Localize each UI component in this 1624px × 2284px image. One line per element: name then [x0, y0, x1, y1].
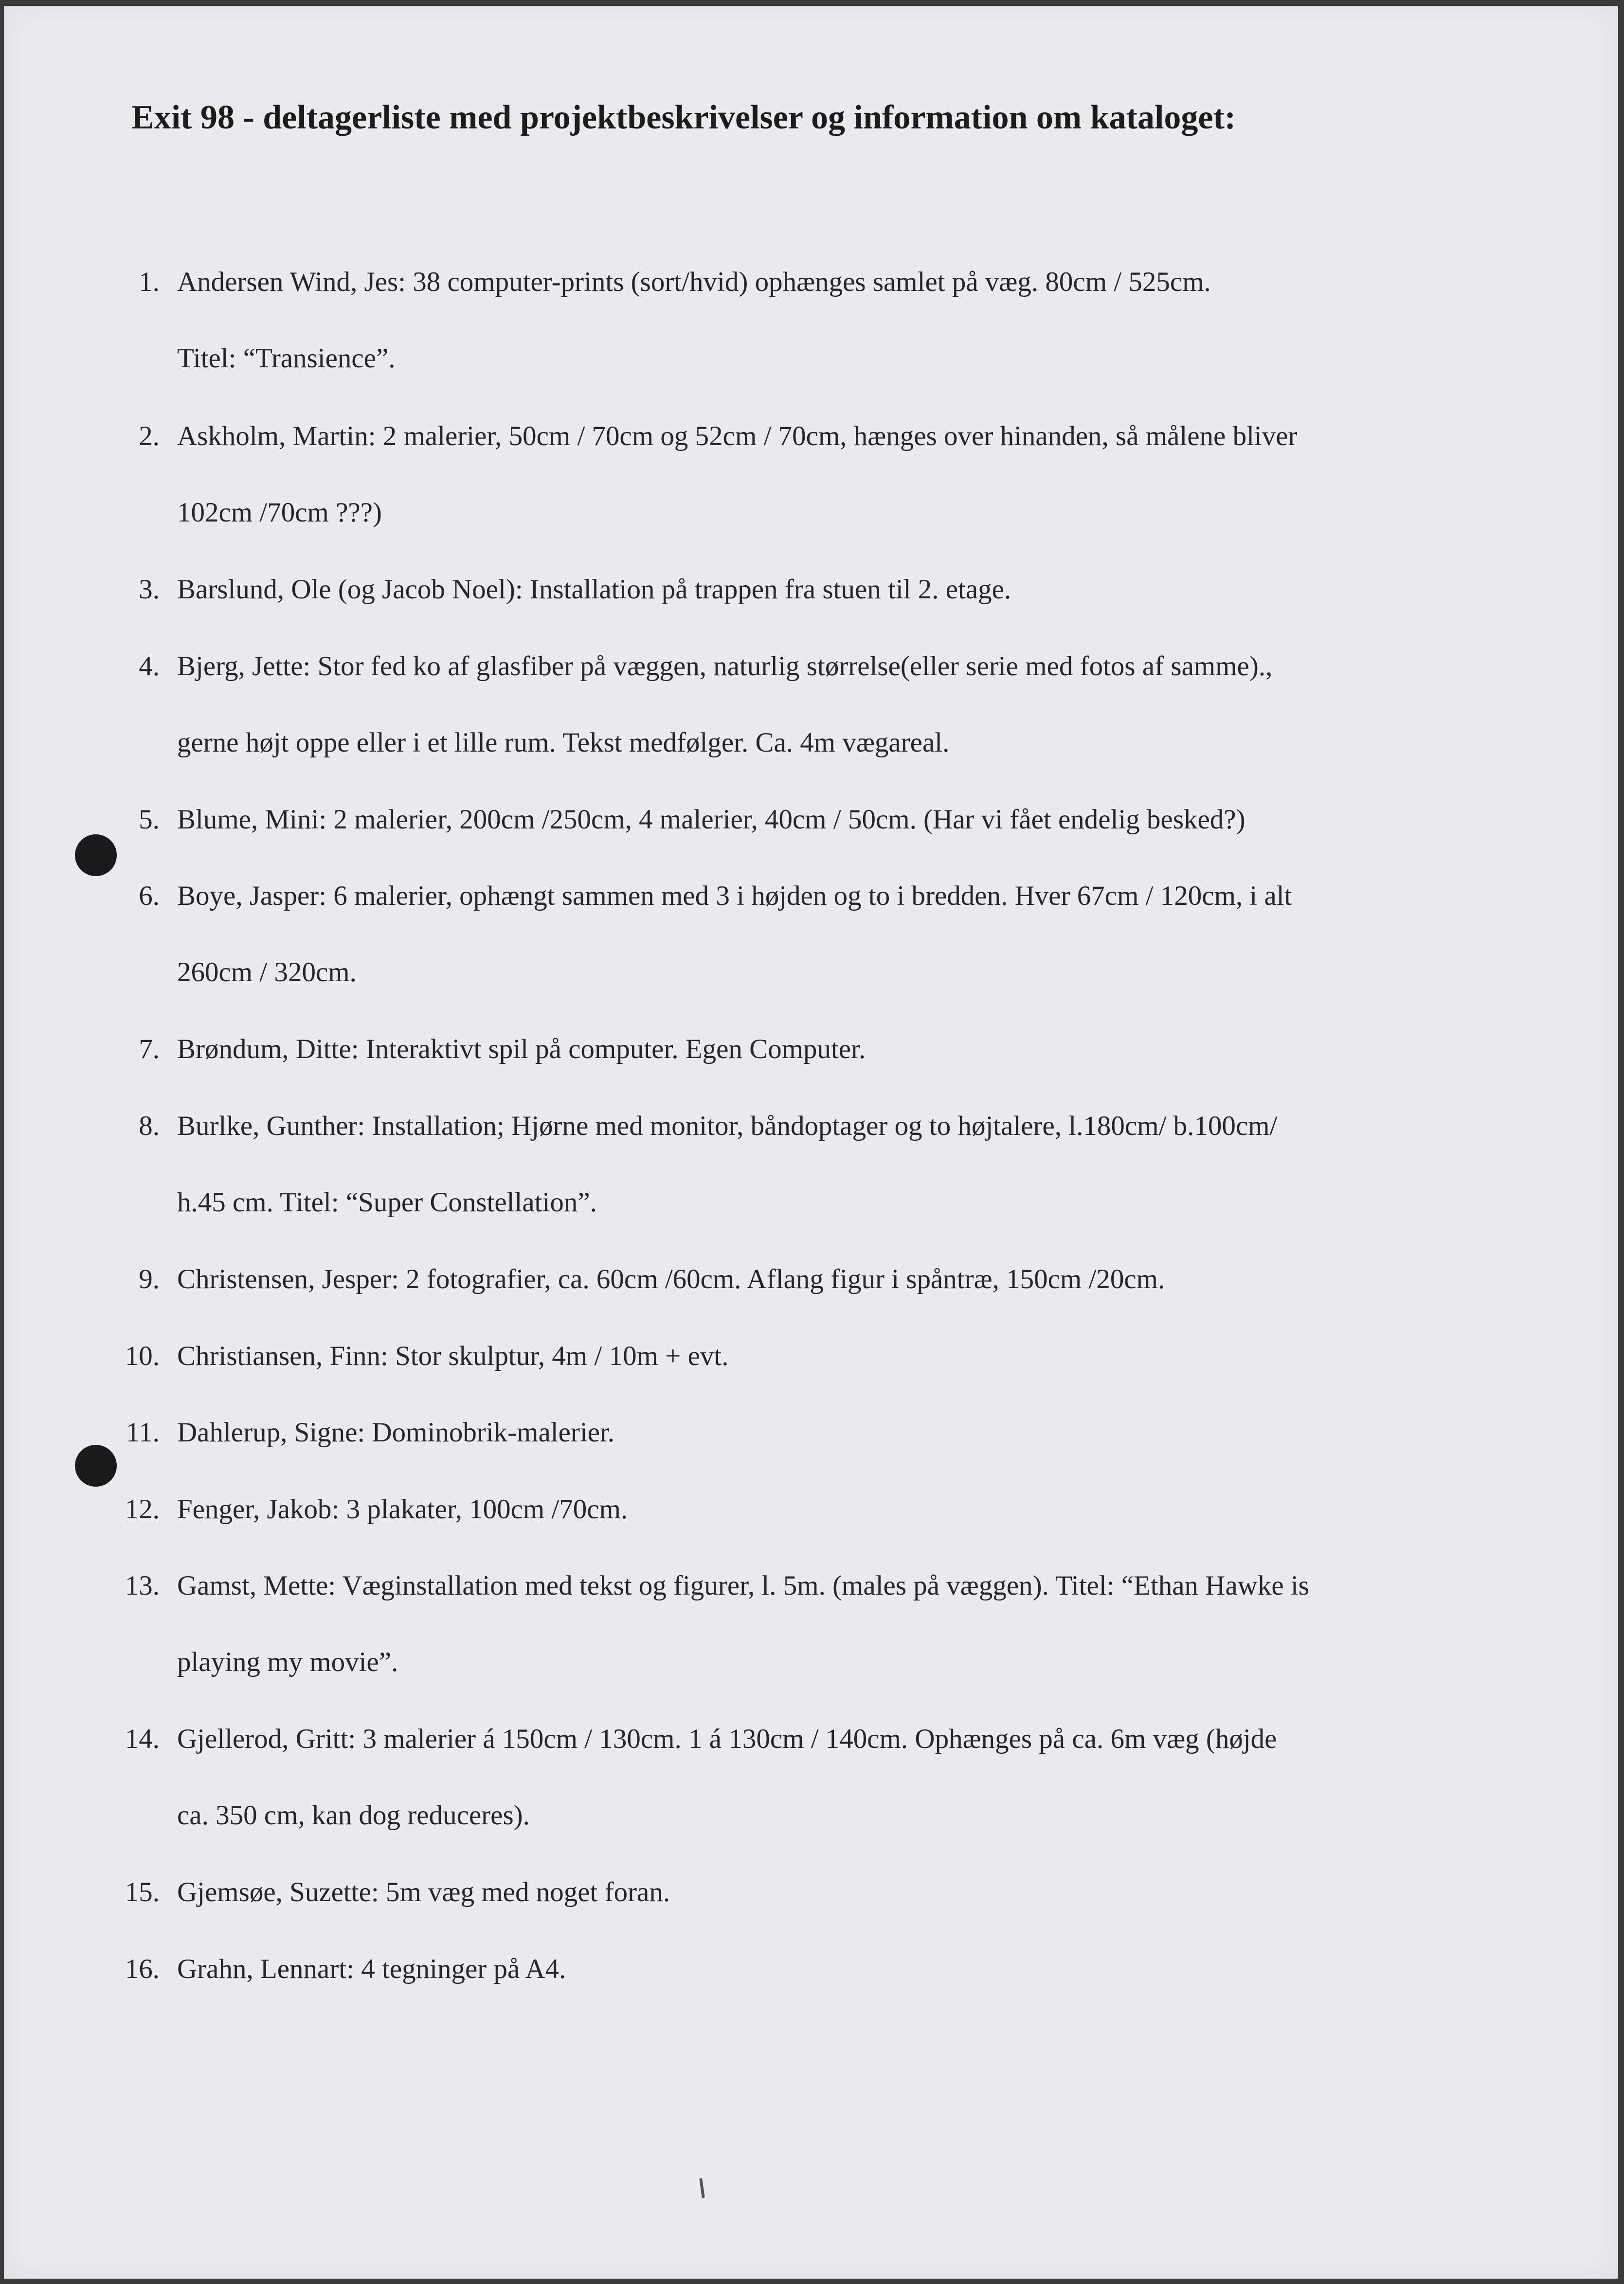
item-number: 3. [139, 574, 160, 605]
item-text: gerne højt oppe eller i et lille rum. Tekst medfølger. Ca. 4m vægareal. [177, 727, 950, 758]
item-number: 14. [125, 1724, 160, 1754]
item-number: 6. [139, 881, 160, 911]
document-page [4, 6, 1618, 2279]
item-number: 13. [125, 1570, 160, 1601]
item-number: 10. [125, 1341, 160, 1371]
document-title: Exit 98 - deltagerliste med projektbeskrivelser og information om kataloget: [131, 99, 1236, 136]
item-number: 8. [139, 1111, 160, 1141]
item-text: Bjerg, Jette: Stor fed ko af glasfiber på væggen, naturlig størrelse(eller serie med fotos af samme)., [177, 651, 1273, 682]
item-number: 15. [125, 1877, 160, 1907]
item-text: 260cm / 320cm. [177, 957, 357, 988]
item-text: Brøndum, Ditte: Interaktivt spil på computer. Egen Computer. [177, 1034, 866, 1064]
item-text: h.45 cm. Titel: “Super Constellation”. [177, 1187, 597, 1218]
item-number: 4. [139, 651, 160, 682]
item-text: Burlke, Gunther: Installation; Hjørne med monitor, båndoptager og to højtalere, l.180cm/ b.100cm/ [177, 1111, 1278, 1141]
item-text: Gamst, Mette: Væginstallation med tekst og figurer, l. 5m. (males på væggen). Titel: “Ethan Hawke is [177, 1570, 1309, 1601]
item-text: Barslund, Ole (og Jacob Noel): Installation på trappen fra stuen til 2. etage. [177, 574, 1011, 605]
item-text: Blume, Mini: 2 malerier, 200cm /250cm, 4 malerier, 40cm / 50cm. (Har vi fået endelig besked?) [177, 804, 1245, 835]
item-text: Christensen, Jesper: 2 fotografier, ca. 60cm /60cm. Aflang figur i spåntræ, 150cm /20cm. [177, 1264, 1165, 1295]
item-text: Dahlerup, Signe: Dominobrik-malerier. [177, 1417, 615, 1448]
item-text: 102cm /70cm ???) [177, 497, 382, 528]
item-number: 16. [125, 1954, 160, 1984]
item-text: playing my movie”. [177, 1647, 398, 1677]
item-number: 9. [139, 1264, 160, 1295]
item-text: Titel: “Transience”. [177, 343, 396, 374]
item-number: 7. [139, 1034, 160, 1064]
item-number: 2. [139, 421, 160, 451]
item-text: Boye, Jasper: 6 malerier, ophængt sammen med 3 i højden og to i bredden. Hver 67cm / 120cm, i alt [177, 881, 1292, 911]
item-text: Grahn, Lennart: 4 tegninger på A4. [177, 1954, 566, 1984]
item-text: Askholm, Martin: 2 malerier, 50cm / 70cm og 52cm / 70cm, hænges over hinanden, så målene bliver [177, 421, 1298, 451]
item-text: ca. 350 cm, kan dog reduceres). [177, 1800, 530, 1831]
item-text: Fenger, Jakob: 3 plakater, 100cm /70cm. [177, 1494, 628, 1525]
punch-hole [75, 1445, 117, 1487]
item-number: 1. [139, 267, 160, 297]
punch-hole [75, 834, 117, 876]
item-number: 11. [126, 1417, 160, 1448]
item-text: Gjemsøe, Suzette: 5m væg med noget foran. [177, 1877, 670, 1907]
item-text: Gjellerod, Gritt: 3 malerier á 150cm / 130cm. 1 á 130cm / 140cm. Ophænges på ca. 6m væg (højde [177, 1724, 1277, 1754]
pen-mark [699, 2178, 705, 2198]
item-number: 5. [139, 804, 160, 835]
item-number: 12. [125, 1494, 160, 1525]
item-text: Andersen Wind, Jes: 38 computer-prints (sort/hvid) ophænges samlet på væg. 80cm / 525cm. [177, 267, 1211, 297]
item-text: Christiansen, Finn: Stor skulptur, 4m / 10m + evt. [177, 1341, 729, 1371]
